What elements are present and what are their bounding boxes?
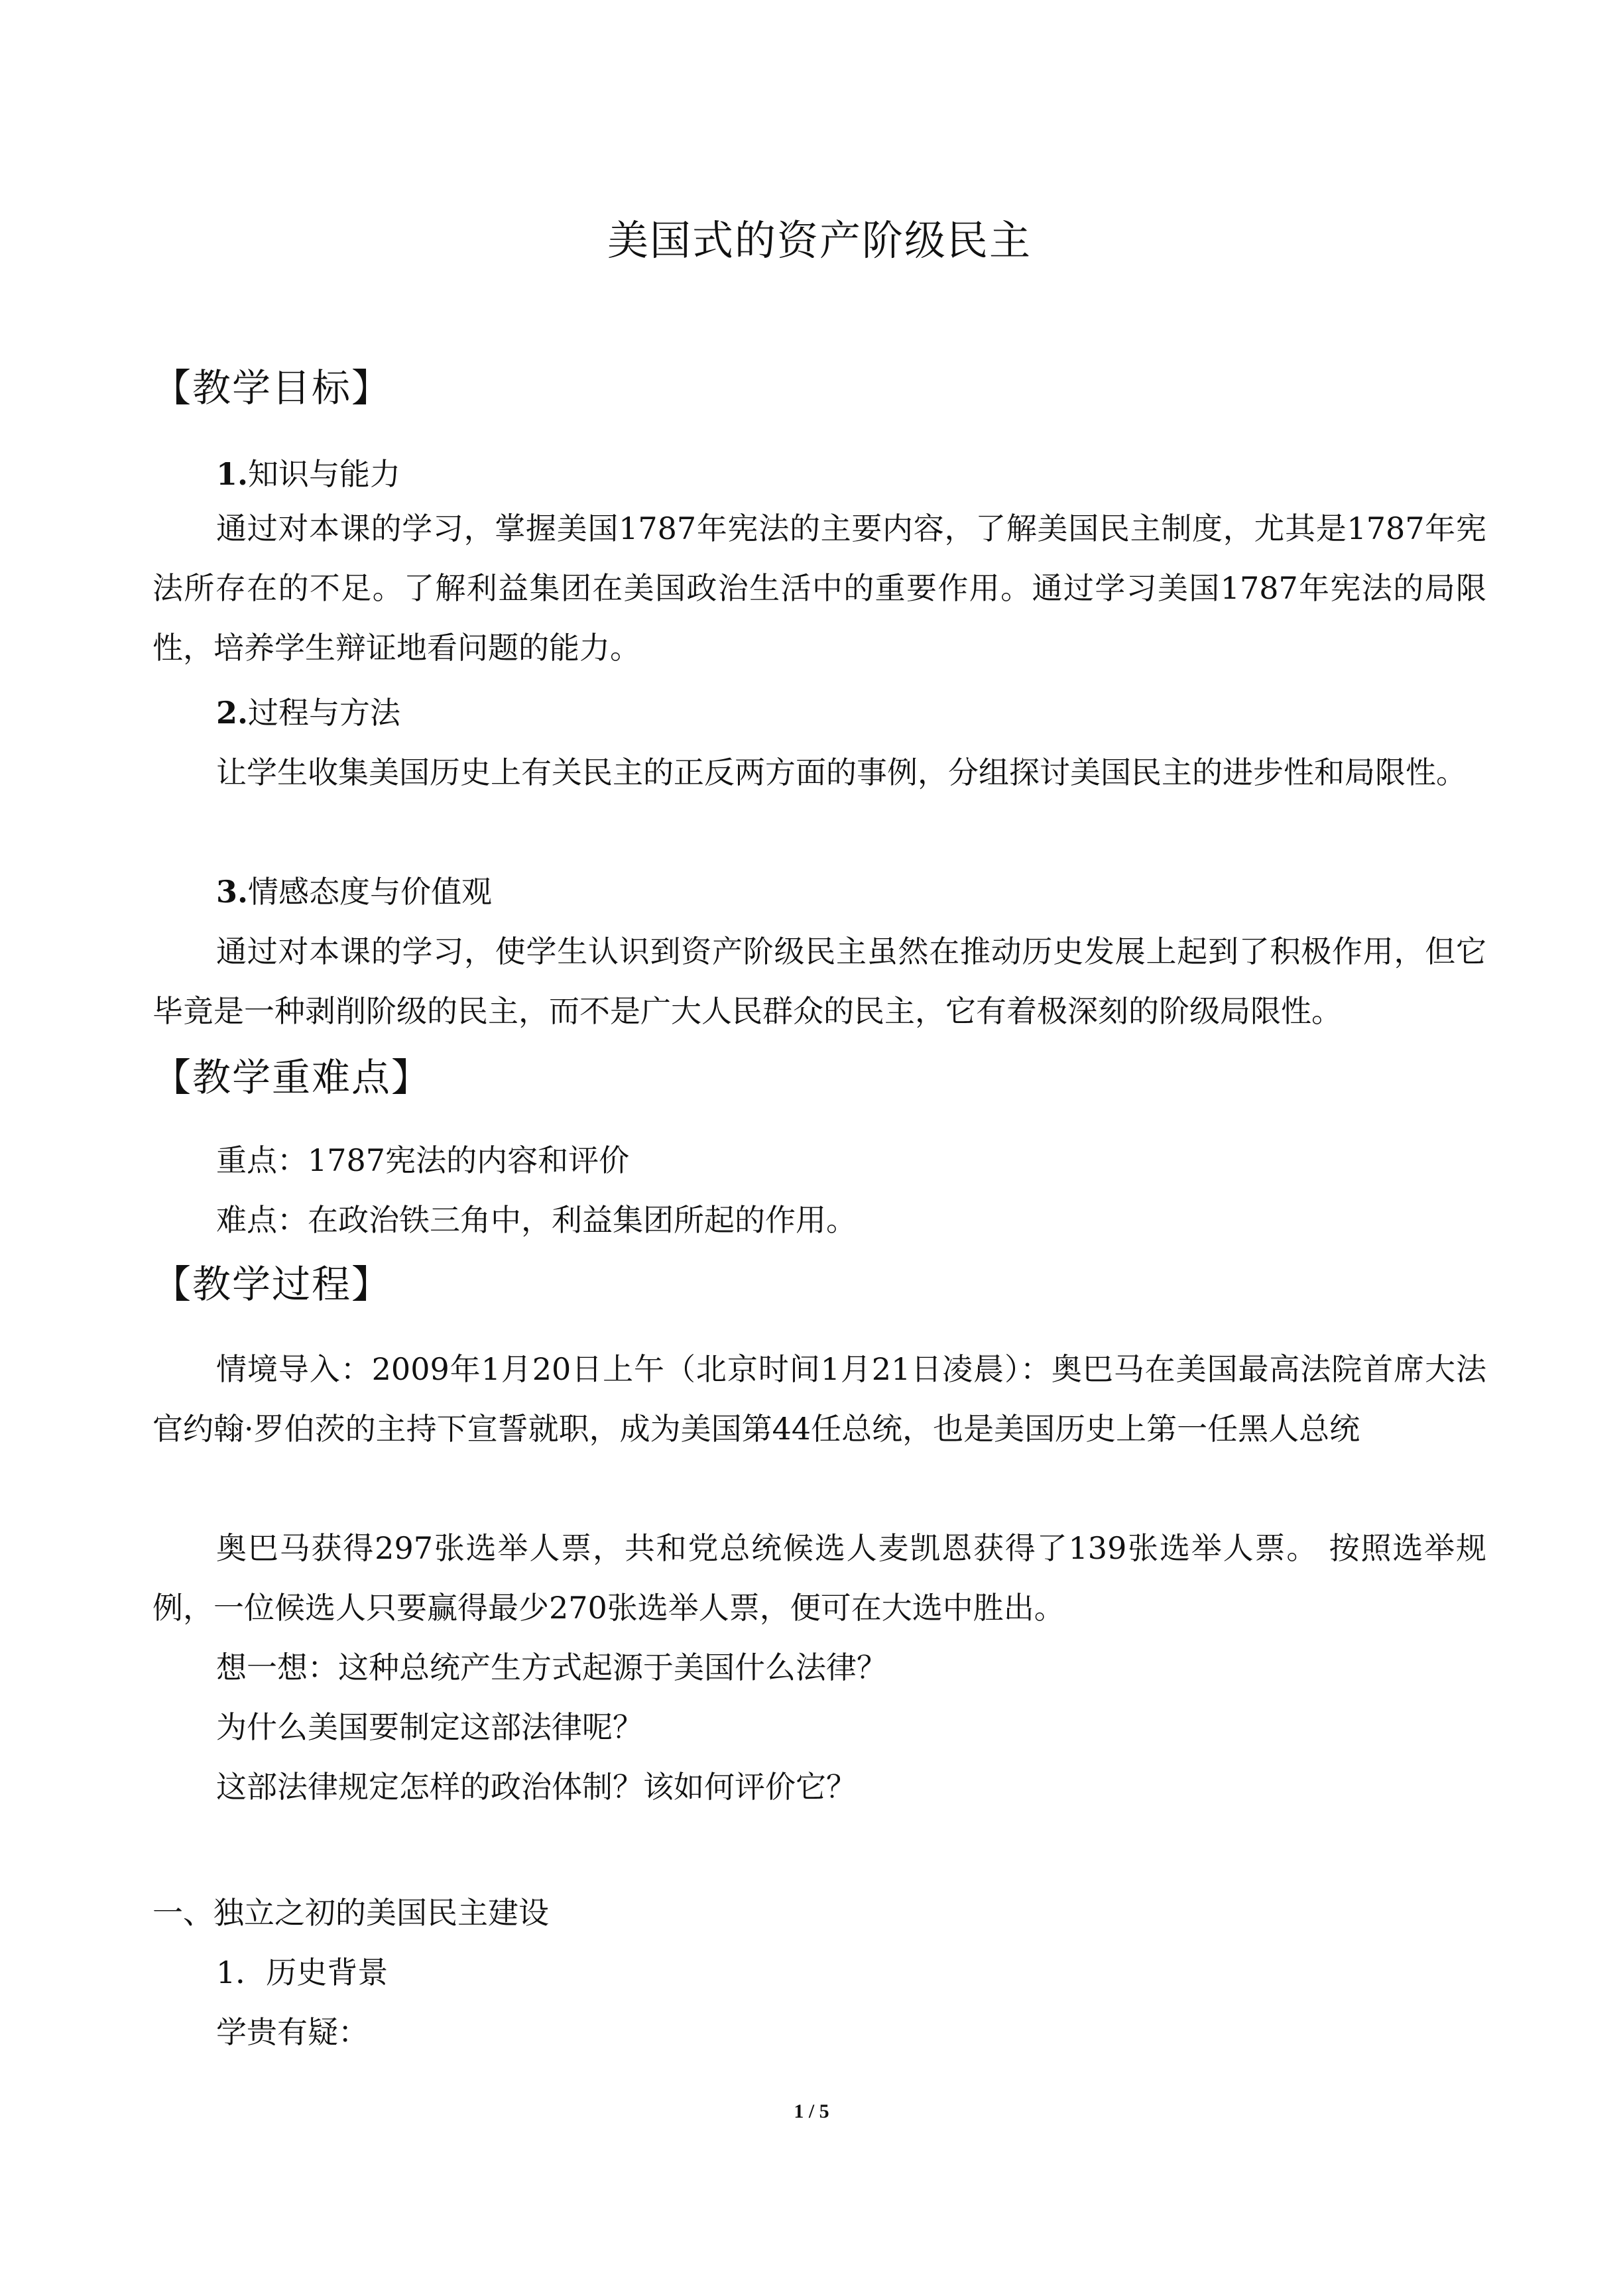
goal-3-text: 通过对本课的学习，使学生认识到资产阶级民主虽然在推动历史发展上起到了积极作用，但它毕竟是一种剥削阶级的民主，而不是广大人民群众的民主，它有着极深刻的阶级局限性。 <box>152 934 1486 1029</box>
goal-2-text: 让学生收集美国历史上有关民主的正反两方面的事例，分组探讨美国民主的进步性和局限性。 <box>216 755 1467 790</box>
situation-intro: 情境导入：2009年1月20日上午（北京时间1月21日凌晨）：奥巴马在美国最高法院首席大法官约翰·罗伯茨的主持下宣誓就职，成为美国第44任总统，也是美国历史上第一任黑人总统 <box>152 1351 1486 1447</box>
goal-1-label: 知识与能力 <box>248 456 401 492</box>
election-votes: 奥巴马获得297张选举人票，共和党总统候选人麦凯恩获得了139张选举人票。 按照选举规例，一位候选人只要赢得最少270张选举人票，便可在大选中胜出。 <box>152 1530 1486 1626</box>
part-one-heading: 一、独立之初的美国民主建设 <box>152 1895 549 1931</box>
question-1: 想一想：这种总统产生方式起源于美国什么法律？ <box>216 1650 887 1685</box>
goal-2-number: 2. <box>216 695 249 731</box>
heading-teaching-process: 【教学过程】 <box>152 1262 392 1307</box>
goal-1-number: 1. <box>216 456 249 492</box>
goal-2-title <box>216 683 400 743</box>
document-title: 美国式的资产阶级民主 <box>607 216 1032 265</box>
question-3: 这部法律规定怎样的政治体制？该如何评价它？ <box>216 1769 857 1805</box>
part-one-item: 1．历史背景 <box>216 1955 389 1990</box>
key-point: 重点：1787宪法的内容和评价 <box>216 1142 630 1178</box>
heading-key-difficult-points: 【教学重难点】 <box>152 1055 432 1100</box>
heading-teaching-goals: 【教学目标】 <box>152 365 392 410</box>
question-2: 为什么美国要制定这部法律呢？ <box>216 1709 643 1745</box>
goal-1-title <box>216 444 400 504</box>
goal-3-number: 3. <box>216 874 249 910</box>
goal-3-label: 情感态度与价值观 <box>248 874 493 910</box>
goal-2-label: 过程与方法 <box>248 695 401 731</box>
difficult-point: 难点：在政治铁三角中，利益集团所起的作用。 <box>216 1202 857 1238</box>
goal-3-title <box>216 862 492 922</box>
page-number: 1 / 5 <box>794 2100 829 2122</box>
goal-1-text: 通过对本课的学习，掌握美国1787年宪法的主要内容，了解美国民主制度，尤其是1787年宪法所存在的不足。了解利益集团在美国政治生活中的重要作用。通过学习美国1787年宪法的局限性，培养学生辩证地看问题的能力。 <box>152 511 1486 666</box>
part-one-prompt: 学贵有疑： <box>216 2014 369 2050</box>
